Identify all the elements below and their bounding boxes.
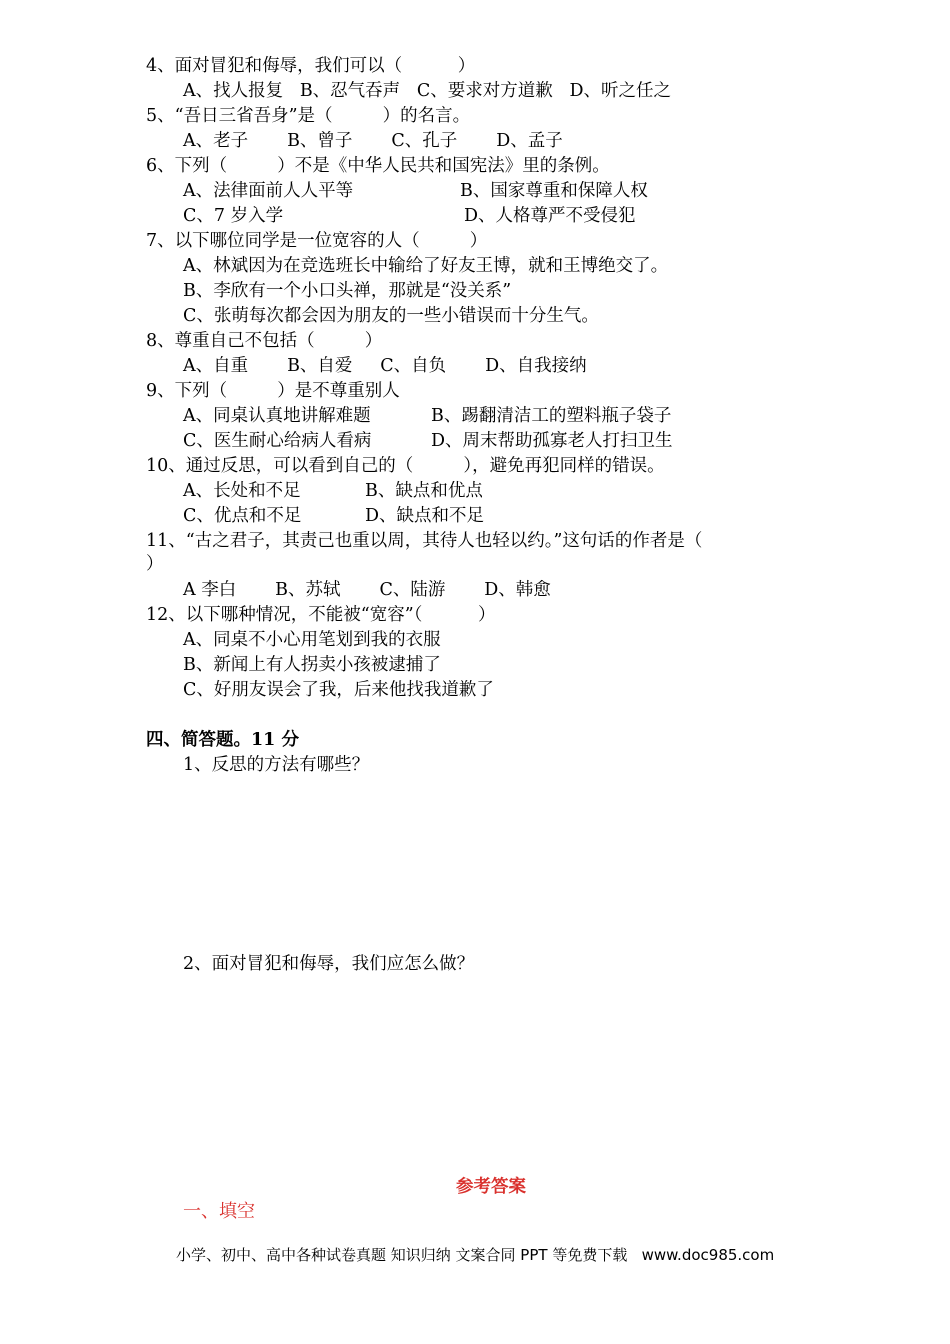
option-d: D、人格尊严不受侵犯 xyxy=(464,206,636,226)
question-stem: 9、下列（ ）是不尊重别人 xyxy=(146,381,400,401)
question-stem: 7、以下哪位同学是一位宽容的人（ ） xyxy=(146,231,488,251)
option-a: A、同桌不小心用笔划到我的衣服 xyxy=(183,630,441,650)
question-stem: 10、通过反思，可以看到自己的（ ），避免再犯同样的错误。 xyxy=(146,456,665,476)
question-options: A、老子 B、曾子 C、孔子 D、孟子 xyxy=(183,131,563,151)
short-answer-question: 1、反思的方法有哪些？ xyxy=(183,755,370,775)
option-b: B、缺点和优点 xyxy=(365,481,483,501)
option-a: A、法律面前人人平等 xyxy=(183,181,354,201)
answers-title: 参考答案 xyxy=(456,1177,526,1197)
question-stem: 12、以下哪种情况，不能被“宽容”（ ） xyxy=(146,605,496,625)
question-stem: 4、面对冒犯和侮辱，我们可以（ ） xyxy=(146,56,476,76)
option-c: C、张萌每次都会因为朋友的一些小错误而十分生气。 xyxy=(183,306,599,326)
option-b: B、国家尊重和保障人权 xyxy=(460,181,648,201)
question-stem: 8、尊重自己不包括（ ） xyxy=(146,331,383,351)
page-footer: 小学、初中、高中各种试卷真题 知识归纳 文案合同 PPT 等免费下载 www.doc985.com xyxy=(176,1246,775,1264)
option-a: A、林斌因为在竞选班长中输给了好友王博，就和王博绝交了。 xyxy=(183,256,669,276)
option-c: C、优点和不足 xyxy=(183,506,302,526)
option-c: C、7 岁入学 xyxy=(183,206,284,226)
option-c: C、医生耐心给病人看病 xyxy=(183,431,372,451)
question-options: A、找人报复 B、忍气吞声 C、要求对方道歉 D、听之任之 xyxy=(183,81,671,101)
short-answer-question: 2、面对冒犯和侮辱，我们应怎么做？ xyxy=(183,954,475,974)
question-stem: 5、“吾日三省吾身”是（ ）的名言。 xyxy=(146,106,471,126)
option-b: B、踢翻清洁工的塑料瓶子袋子 xyxy=(431,406,672,426)
answers-subheading: 一、填空 xyxy=(183,1201,255,1222)
option-d: D、周末帮助孤寡老人打扫卫生 xyxy=(431,431,673,451)
question-stem: 11、“古之君子，其责己也重以周，其待人也轻以约。”这句话的作者是（ xyxy=(146,531,703,551)
section-heading: 四、简答题。11 分 xyxy=(146,730,299,750)
option-c: C、好朋友误会了我，后来他找我道歉了 xyxy=(183,680,494,700)
option-b: B、李欣有一个小口头禅，那就是“没关系” xyxy=(183,281,512,301)
option-a: A、长处和不足 xyxy=(183,481,301,501)
option-b: B、新闻上有人拐卖小孩被逮捕了 xyxy=(183,655,441,675)
option-d: D、缺点和不足 xyxy=(365,506,485,526)
question-stem-continued: ） xyxy=(146,554,164,574)
question-options: A、自重 B、自爱 C、自负 D、自我接纳 xyxy=(183,356,587,376)
question-options: A 李白 B、苏轼 C、陆游 D、韩愈 xyxy=(183,580,551,600)
option-a: A、同桌认真地讲解难题 xyxy=(183,406,371,426)
question-stem: 6、下列（ ）不是《中华人民共和国宪法》里的条例。 xyxy=(146,156,610,176)
